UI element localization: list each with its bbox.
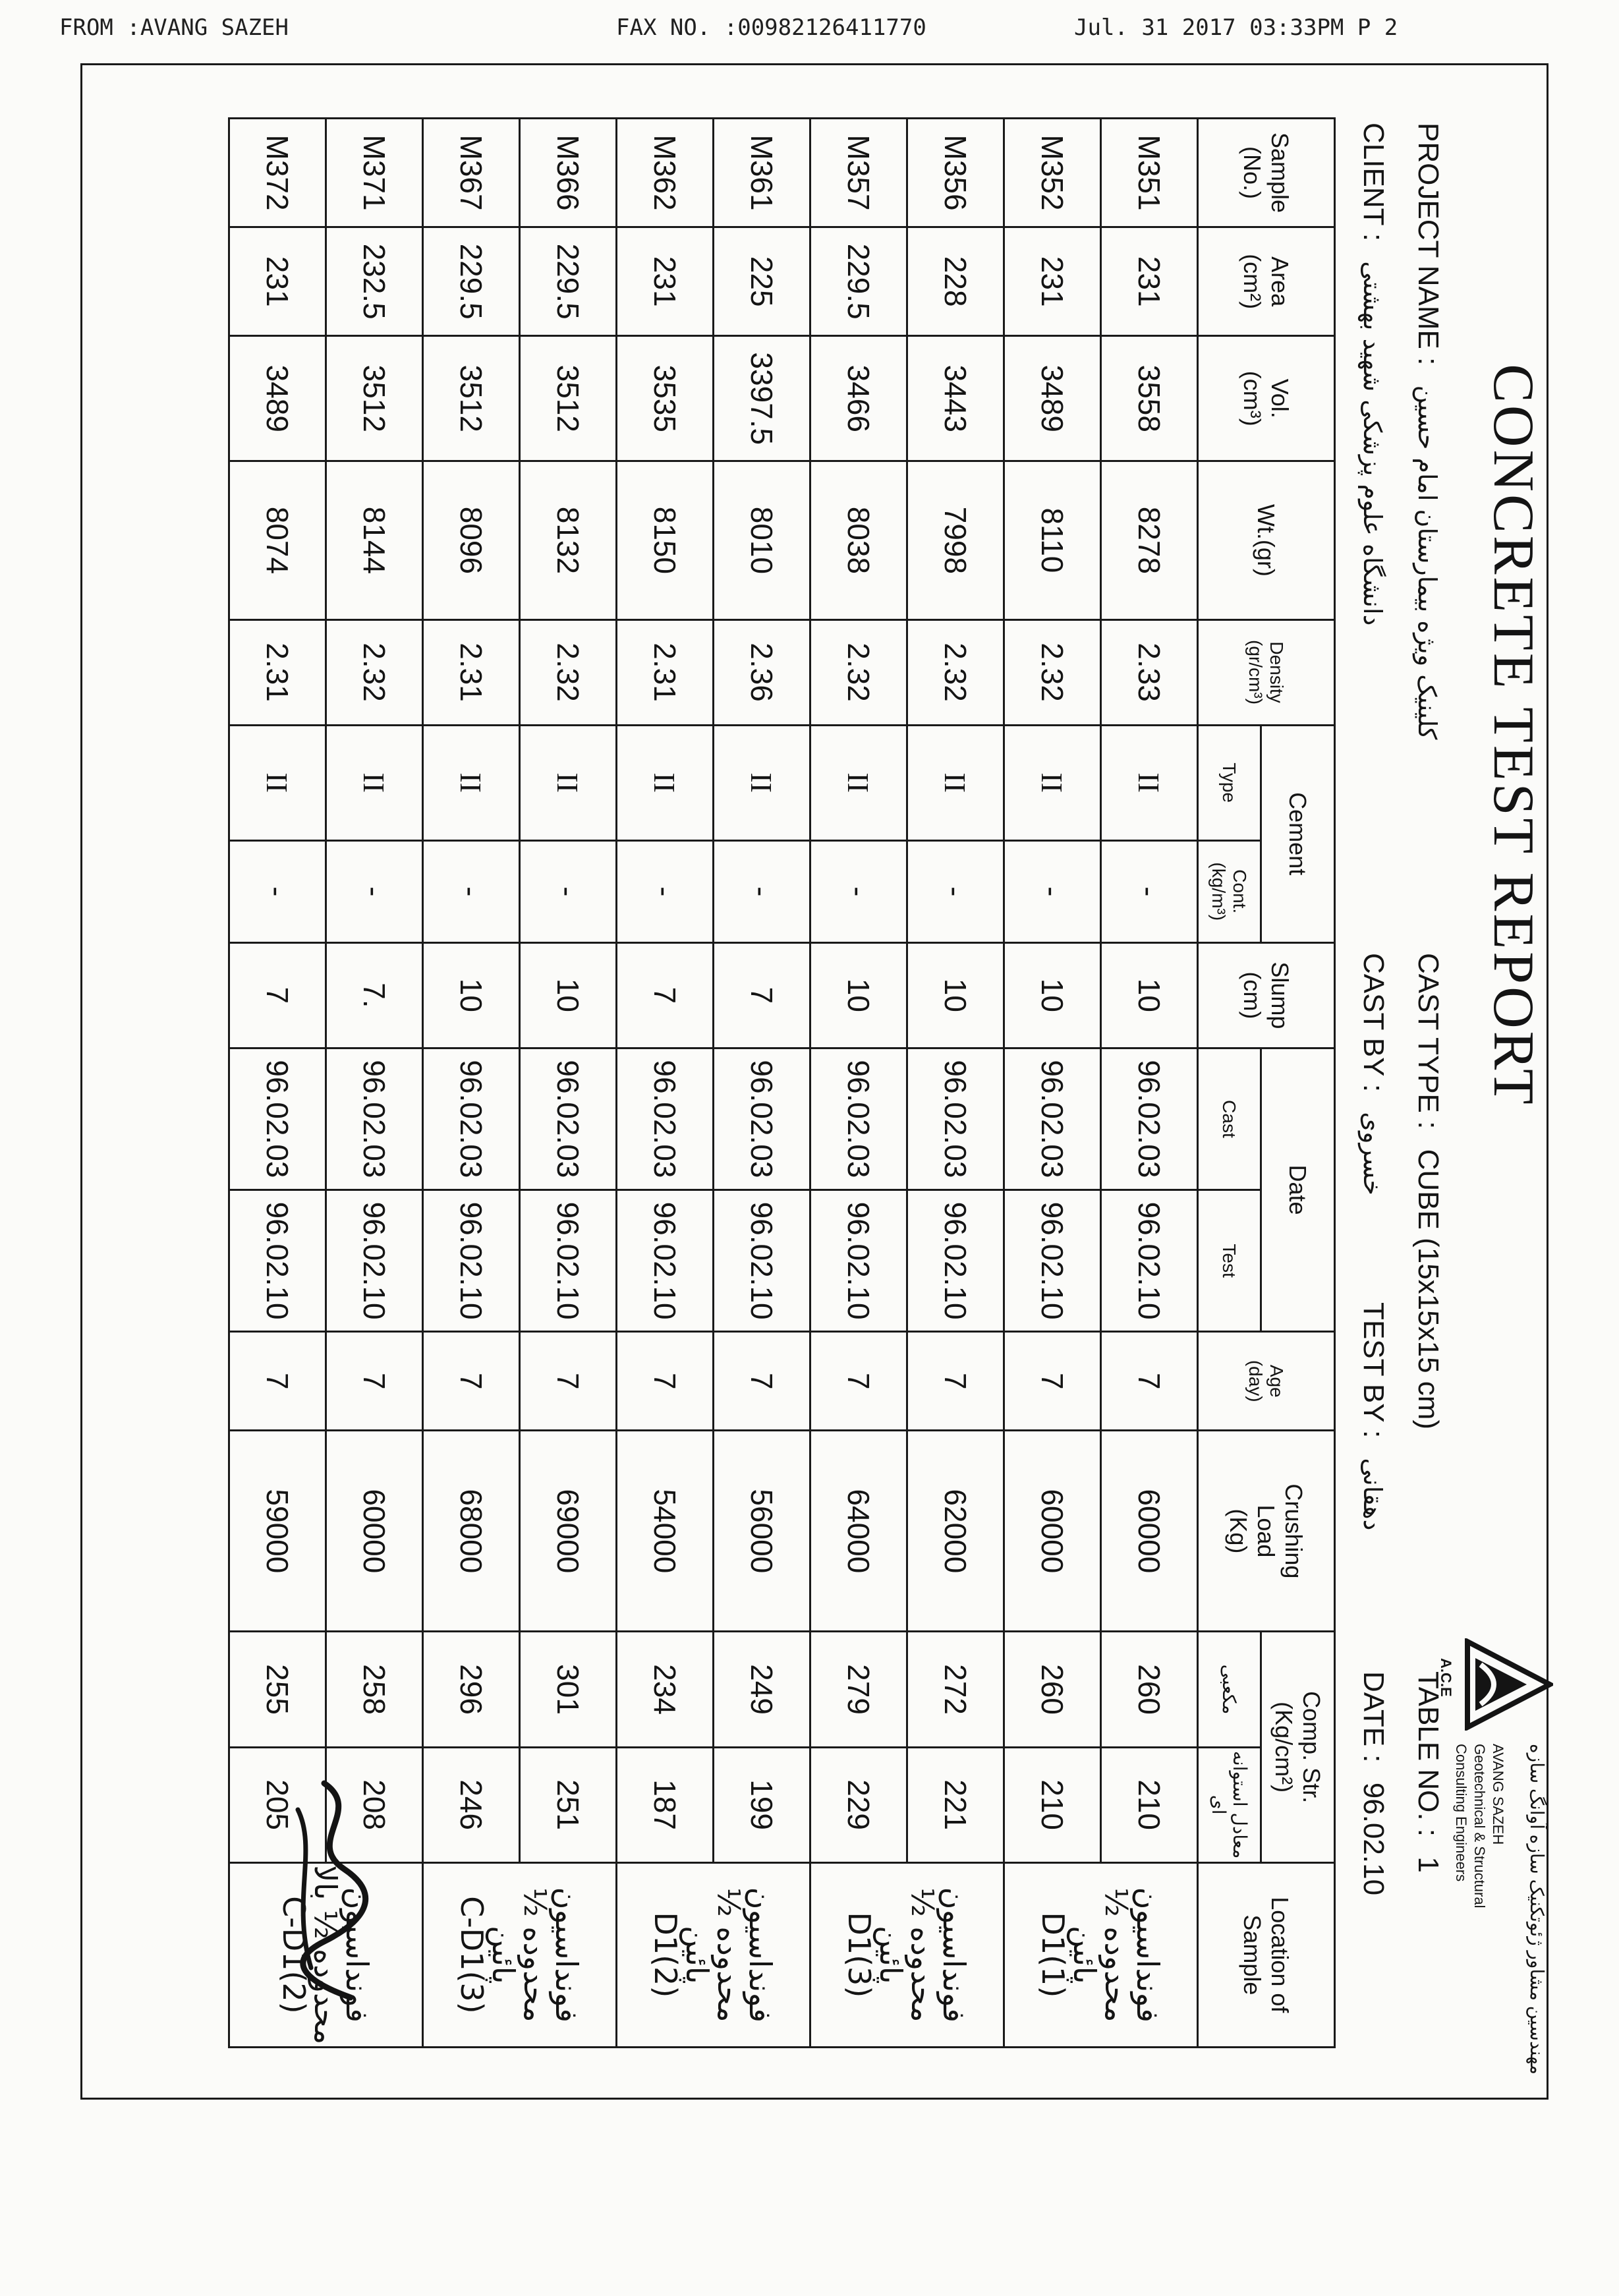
location-code: D1(1) [1035, 1912, 1071, 1998]
cell-cont: - [326, 840, 423, 942]
cell-area: 229.5 [810, 227, 907, 336]
report-title: CONCRETE TEST REPORT [1481, 364, 1545, 1107]
cell-test: 96.02.10 [714, 1190, 810, 1332]
logo-persian-name: مهندسین مشاور ژئوتکنیک سازه آوانگ سازه [1527, 1744, 1547, 2075]
cell-cont: - [617, 840, 714, 942]
cell-cont: - [229, 840, 326, 942]
cell-load: 59000 [229, 1431, 326, 1632]
cell-cyl: 205 [229, 1747, 326, 1862]
cell-cube: 234 [617, 1632, 714, 1747]
cell-cyl: 229 [810, 1747, 907, 1862]
cell-density: 2.31 [617, 619, 714, 725]
logo-line-2: Geotechnical & Structural [1471, 1744, 1488, 1909]
cell-age: 7 [714, 1332, 810, 1431]
cell-location [617, 1862, 810, 2047]
cell-cube: 249 [714, 1632, 810, 1747]
signature-stamp [271, 1770, 403, 2007]
cell-test: 96.02.10 [810, 1190, 907, 1332]
cell-density: 2.33 [1101, 619, 1198, 725]
cell-test: 96.02.10 [326, 1190, 423, 1332]
cell-area: 231 [617, 227, 714, 336]
cell-area: 229.5 [520, 227, 617, 336]
cell-slump: 7 [617, 942, 714, 1048]
cell-cont: - [520, 840, 617, 942]
cell-cube: 260 [1101, 1632, 1198, 1747]
cell-area: 232.5 [326, 227, 423, 336]
cell-test: 96.02.10 [1004, 1190, 1101, 1332]
cell-area: 231 [1101, 227, 1198, 336]
location-l1: فونداسیون [936, 1887, 973, 2023]
cell-cyl: 210 [1101, 1747, 1198, 1862]
cell-density: 2.32 [810, 619, 907, 725]
cell-density: 2.32 [326, 619, 423, 725]
cell-load: 62000 [907, 1431, 1004, 1632]
cell-area: 231 [1004, 227, 1101, 336]
cell-wt: 8132 [520, 461, 617, 619]
cell-load: 64000 [810, 1431, 907, 1632]
table-row [714, 119, 810, 2048]
header-cement-type: Type [1198, 725, 1261, 840]
cell-cyl: 251 [520, 1747, 617, 1862]
client [1357, 123, 1390, 625]
project-name-label: PROJECT NAME : [1412, 123, 1444, 366]
logo-english-name [1452, 1744, 1507, 1908]
cell-vol: 3489 [229, 336, 326, 461]
cell-type: II [520, 725, 617, 840]
table-row [326, 119, 423, 2048]
report-date [1357, 1671, 1390, 1895]
header-sample: Sample (No.) [1198, 119, 1335, 227]
cell-type: II [714, 725, 810, 840]
table-row [423, 119, 520, 2048]
cell-wt: 8096 [423, 461, 520, 619]
fax-from: FROM :AVANG SAZEH [59, 14, 289, 41]
location-l2: محدوده ½ پائین [873, 1887, 941, 2023]
location-code: D1(3) [841, 1912, 878, 1998]
cell-cyl: 221 [907, 1747, 1004, 1862]
cast-by-label: CAST BY : [1357, 953, 1390, 1093]
header-vol: Vol. (cm³) [1198, 336, 1335, 461]
cell-slump: 10 [1101, 942, 1198, 1048]
cell-cast: 96.02.03 [229, 1048, 326, 1190]
table-row [617, 119, 714, 2048]
cell-type: II [1004, 725, 1101, 840]
location-l2: محدوده ½ پائین [486, 1887, 554, 2023]
header-cement-cont: Cont. (kg/m³) [1198, 840, 1261, 942]
cell-location [810, 1862, 1004, 2047]
table-no-label: TABLE NO. : [1412, 1671, 1444, 1837]
cell-slump: 7. [326, 942, 423, 1048]
cell-density: 2.31 [423, 619, 520, 725]
location-code: C-D1(2) [276, 1896, 312, 2014]
header-area: Area (cm²) [1198, 227, 1335, 336]
cell-wt: 7998 [907, 461, 1004, 619]
location-l1: فونداسیون [549, 1887, 585, 2023]
cell-area: 231 [229, 227, 326, 336]
table-row [229, 119, 326, 2048]
cell-age: 7 [326, 1332, 423, 1431]
cell-vol: 3466 [810, 336, 907, 461]
cell-test: 96.02.10 [229, 1190, 326, 1332]
cell-type: II [229, 725, 326, 840]
cell-density: 2.32 [520, 619, 617, 725]
cell-load: 69000 [520, 1431, 617, 1632]
cell-type: II [326, 725, 423, 840]
cell-cast: 96.02.03 [1101, 1048, 1198, 1190]
cell-area: 225 [714, 227, 810, 336]
location-l2: محدوده ½ بالا [308, 1865, 344, 2045]
cell-sample: M367 [423, 119, 520, 227]
cell-cont: - [810, 840, 907, 942]
location-l1: فونداسیون [339, 1887, 376, 2023]
logo-line-1: AVANG SAZEH [1490, 1744, 1506, 1845]
cell-age: 7 [1004, 1332, 1101, 1431]
cell-vol: 3397.5 [714, 336, 810, 461]
cell-load: 56000 [714, 1431, 810, 1632]
cell-load: 60000 [1101, 1431, 1198, 1632]
project-name [1411, 123, 1444, 739]
cell-slump: 10 [907, 942, 1004, 1048]
header-date: Date [1261, 1048, 1335, 1331]
cell-wt: 8144 [326, 461, 423, 619]
cell-density: 2.31 [229, 619, 326, 725]
cell-vol: 3512 [423, 336, 520, 461]
cell-cube: 272 [907, 1632, 1004, 1747]
cast-by [1357, 953, 1390, 1195]
cast-type-value: CUBE (15x15x15 cm) [1412, 1149, 1444, 1430]
cell-location [1004, 1862, 1198, 2047]
table-row [1004, 119, 1101, 2048]
test-by [1357, 1302, 1390, 1530]
test-by-label: TEST BY : [1357, 1302, 1390, 1439]
cell-cast: 96.02.03 [907, 1048, 1004, 1190]
cell-cube: 301 [520, 1632, 617, 1747]
cell-cont: - [714, 840, 810, 942]
cell-age: 7 [520, 1332, 617, 1431]
header-date-cast: Cast [1198, 1048, 1261, 1190]
cell-sample: M362 [617, 119, 714, 227]
table-no-value: 1 [1412, 1856, 1444, 1873]
cell-density: 2.36 [714, 619, 810, 725]
cell-area: 228 [907, 227, 1004, 336]
cell-vol: 3535 [617, 336, 714, 461]
header-comp-cylinder: معادل استوانه ای [1198, 1747, 1261, 1862]
cell-type: II [810, 725, 907, 840]
table-header [1198, 119, 1335, 2048]
header-wt: Wt.(gr) [1198, 461, 1335, 619]
cell-sample: M357 [810, 119, 907, 227]
cell-vol: 3558 [1101, 336, 1198, 461]
location-code: D1(2) [648, 1912, 684, 1998]
cell-test: 96.02.10 [423, 1190, 520, 1332]
cell-load: 60000 [1004, 1431, 1101, 1632]
cell-load: 68000 [423, 1431, 520, 1632]
test-by-value: دهقانی [1358, 1458, 1387, 1531]
cell-sample: M351 [1101, 119, 1198, 227]
project-name-value: کلینیک ویژه بیمارستان امام حسین [1413, 385, 1442, 740]
cell-cyl: 199 [714, 1747, 810, 1862]
cell-slump: 10 [423, 942, 520, 1048]
cell-cont: - [1101, 840, 1198, 942]
cell-vol: 3443 [907, 336, 1004, 461]
header-slump: Slump (cm) [1198, 942, 1335, 1048]
header-density: Density (gr/cm³) [1198, 619, 1335, 725]
cell-type: II [1101, 725, 1198, 840]
results-table [228, 117, 1336, 2048]
client-value: دانشگاه علوم پزشکی شهید بهشتی [1358, 261, 1387, 626]
cast-type [1411, 953, 1444, 1429]
location-l1: فونداسیون [743, 1887, 779, 2023]
cell-test: 96.02.10 [907, 1190, 1004, 1332]
header-age: Age (day) [1198, 1332, 1335, 1431]
cell-cast: 96.02.03 [423, 1048, 520, 1190]
cell-slump: 7 [714, 942, 810, 1048]
cell-cast: 96.02.03 [714, 1048, 810, 1190]
cell-age: 7 [1101, 1332, 1198, 1431]
location-code: C-D1(3) [454, 1896, 490, 2014]
report-date-label: DATE : [1357, 1671, 1390, 1763]
cell-age: 7 [907, 1332, 1004, 1431]
cell-slump: 7 [229, 942, 326, 1048]
cell-cyl: 210 [1004, 1747, 1101, 1862]
table-no [1411, 1671, 1444, 1873]
cell-sample: M361 [714, 119, 810, 227]
report-date-value: 96.02.10 [1357, 1782, 1390, 1896]
cell-wt: 8278 [1101, 461, 1198, 619]
location-l1: فونداسیون [1130, 1887, 1166, 2023]
cell-cyl: 208 [326, 1747, 423, 1862]
cell-location [423, 1862, 617, 2047]
cell-wt: 8074 [229, 461, 326, 619]
cell-type: II [617, 725, 714, 840]
cell-load: 54000 [617, 1431, 714, 1632]
table-row [810, 119, 907, 2048]
cell-cast: 96.02.03 [326, 1048, 423, 1190]
cell-sample: M371 [326, 119, 423, 227]
header-comp-cube: مکعبی [1198, 1632, 1261, 1747]
location-l2: محدوده ½ پائین [679, 1887, 747, 2023]
cell-age: 7 [810, 1332, 907, 1431]
cell-slump: 10 [1004, 942, 1101, 1048]
cell-wt: 8038 [810, 461, 907, 619]
cell-cube: 279 [810, 1632, 907, 1747]
fax-header [0, 0, 1619, 53]
cell-density: 2.32 [907, 619, 1004, 725]
cell-test: 96.02.10 [1101, 1190, 1198, 1332]
cell-vol: 3512 [520, 336, 617, 461]
cell-cont: - [1004, 840, 1101, 942]
cell-cast: 96.02.03 [810, 1048, 907, 1190]
cell-density: 2.32 [1004, 619, 1101, 725]
fax-number: FAX NO. :00982126411770 [616, 14, 926, 41]
cell-cyl: 187 [617, 1747, 714, 1862]
cast-by-value: خسروی [1358, 1112, 1387, 1195]
location-l2: محدوده ½ پائین [1067, 1887, 1135, 2023]
cell-sample: M366 [520, 119, 617, 227]
cast-type-label: CAST TYPE : [1412, 953, 1444, 1130]
table-row [907, 119, 1004, 2048]
cell-test: 96.02.10 [617, 1190, 714, 1332]
table-body [229, 119, 1198, 2048]
cell-vol: 3512 [326, 336, 423, 461]
logo-mark-icon [1454, 1638, 1553, 1731]
cell-cyl: 246 [423, 1747, 520, 1862]
header-cement: Cement [1261, 725, 1335, 942]
cell-type: II [423, 725, 520, 840]
cell-cube: 258 [326, 1632, 423, 1747]
cell-wt: 8150 [617, 461, 714, 619]
cell-cast: 96.02.03 [520, 1048, 617, 1190]
cell-wt: 8010 [714, 461, 810, 619]
cell-load: 60000 [326, 1431, 423, 1632]
cell-cube: 260 [1004, 1632, 1101, 1747]
table-row [1101, 119, 1198, 2048]
cell-cont: - [423, 840, 520, 942]
cell-cube: 255 [229, 1632, 326, 1747]
cell-slump: 10 [520, 942, 617, 1048]
fax-datetime: Jul. 31 2017 03:33PM P 2 [1074, 14, 1398, 41]
logo-line-3: Consulting Engineers [1453, 1744, 1469, 1882]
table-row [520, 119, 617, 2048]
report-sheet [110, 63, 1560, 2100]
cell-area: 229.5 [423, 227, 520, 336]
logo-abbr: A.C.E [1438, 1658, 1454, 1697]
header-date-test: Test [1198, 1190, 1261, 1332]
cell-sample: M352 [1004, 119, 1101, 227]
cell-sample: M356 [907, 119, 1004, 227]
cell-slump: 10 [810, 942, 907, 1048]
cell-cube: 296 [423, 1632, 520, 1747]
cell-cast: 96.02.03 [617, 1048, 714, 1190]
header-location: Location of Sample [1198, 1862, 1335, 2047]
header-comp: Comp. Str. (Kg/cm²) [1261, 1632, 1335, 1862]
cell-test: 96.02.10 [520, 1190, 617, 1332]
cell-type: II [907, 725, 1004, 840]
header-load: Crushing Load (Kg) [1198, 1431, 1335, 1632]
cell-age: 7 [617, 1332, 714, 1431]
cell-vol: 3489 [1004, 336, 1101, 461]
cell-cast: 96.02.03 [1004, 1048, 1101, 1190]
cell-age: 7 [423, 1332, 520, 1431]
client-label: CLIENT : [1357, 123, 1390, 242]
cell-wt: 8110 [1004, 461, 1101, 619]
cell-cont: - [907, 840, 1004, 942]
cell-age: 7 [229, 1332, 326, 1431]
cell-sample: M372 [229, 119, 326, 227]
